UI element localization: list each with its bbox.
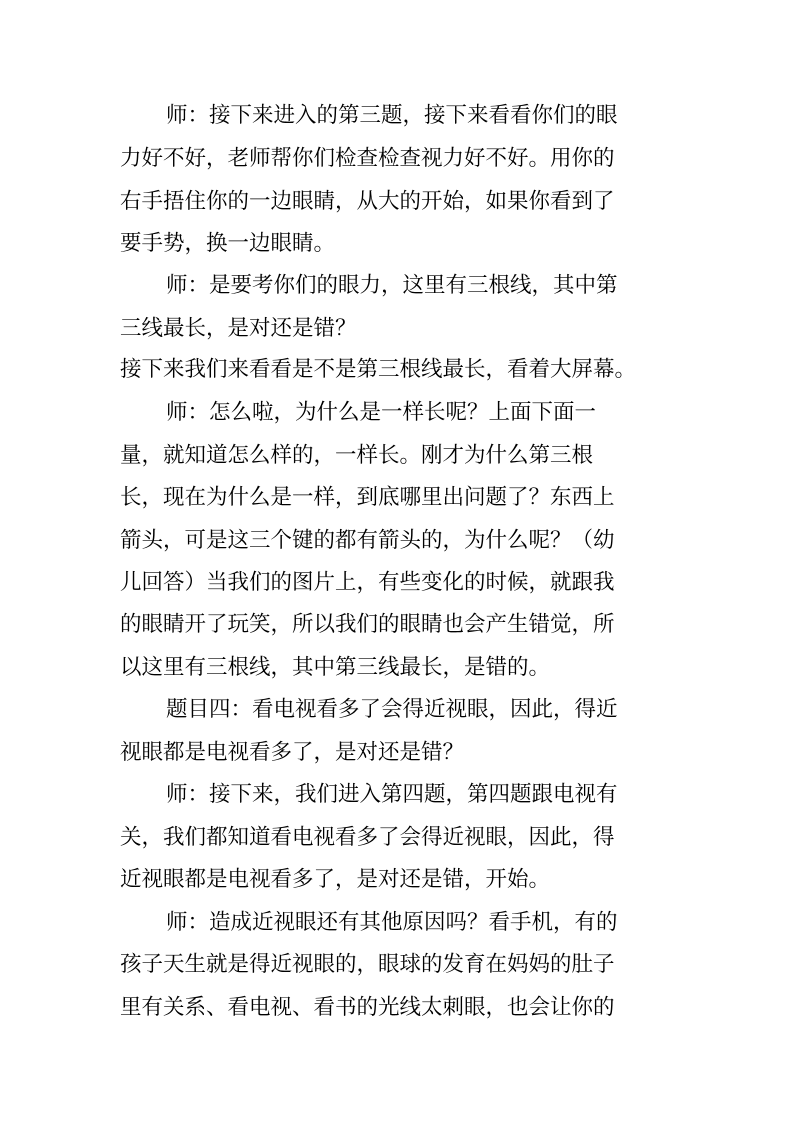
text-line-13: 的眼睛开了玩笑，所以我们的眼睛也会产生错觉，所 — [120, 612, 615, 637]
text-line-22: 里有关系、看电视、看书的光线太刺眼，也会让你的 — [120, 995, 615, 1020]
text-line-20: 师：造成近视眼还有其他原因吗？看手机，有的 — [166, 910, 618, 935]
text-line-1: 师：接下来进入的第三题，接下来看看你们的眼 — [166, 103, 618, 128]
text-line-10: 长，现在为什么是一样，到底哪里出问题了？东西上 — [120, 485, 615, 510]
text-line-6: 三线最长，是对还是错？ — [120, 316, 357, 341]
text-line-9: 量，就知道怎么样的，一样长。刚才为什么第三根 — [120, 443, 594, 468]
text-line-2: 力好不好，老师帮你们检查检查视力好不好。用你的 — [120, 146, 615, 171]
text-line-18: 关，我们都知道看电视看多了会得近视眼，因此，得 — [120, 825, 615, 850]
text-line-11: 箭头，可是这三个键的都有箭头的，为什么呢？（幼 — [120, 528, 615, 553]
text-line-8: 师：怎么啦，为什么是一样长呢？上面下面一 — [166, 400, 597, 425]
text-line-16: 视眼都是电视看多了，是对还是错？ — [120, 740, 465, 765]
text-line-4: 要手势，换一边眼睛。 — [120, 231, 336, 256]
text-line-21: 孩子天生就是得近视眼的，眼球的发育在妈妈的肚子 — [120, 952, 615, 977]
text-line-12: 儿回答）当我们的图片上，有些变化的时候，就跟我 — [120, 570, 615, 595]
text-line-5: 师：是要考你们的眼力，这里有三根线，其中第 — [166, 273, 618, 298]
text-line-3: 右手捂住你的一边眼睛，从大的开始，如果你看到了 — [120, 189, 615, 214]
text-line-17: 师：接下来，我们进入第四题，第四题跟电视有 — [166, 782, 618, 807]
text-line-15: 题目四：看电视看多了会得近视眼，因此，得近 — [166, 697, 618, 722]
text-line-19: 近视眼都是电视看多了，是对还是错，开始。 — [120, 867, 551, 892]
text-line-14: 以这里有三根线，其中第三线最长，是错的。 — [120, 655, 551, 680]
text-line-7: 接下来我们来看看是不是第三根线最长，看着大屏幕。 — [120, 357, 637, 382]
